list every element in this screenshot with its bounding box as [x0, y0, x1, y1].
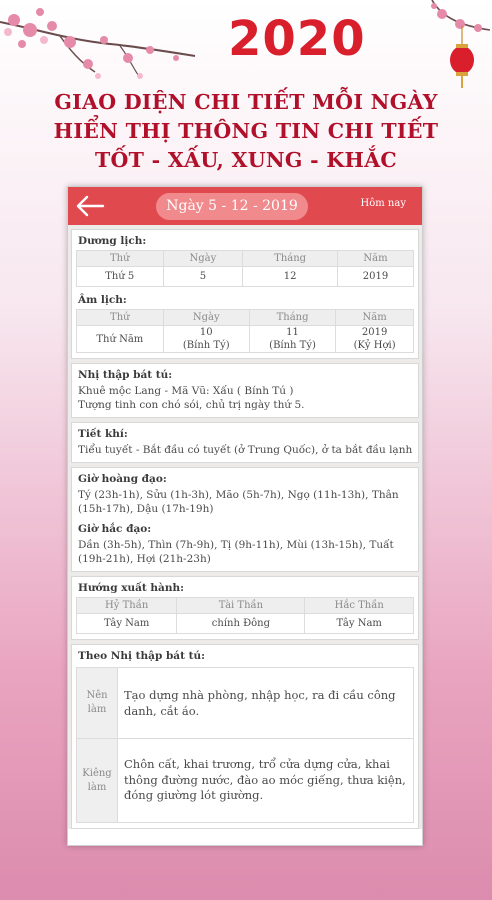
direction-header: Hỷ Thần	[77, 598, 177, 614]
lunar-year-canchi: (Kỷ Hợi)	[353, 340, 396, 351]
bad-hours-text: Dần (3h-5h), Thìn (7h-9h), Tị (9h-11h), Mùi (13h-15h), Tuất (19h-21h), Hợi (21h-23h)	[78, 539, 394, 565]
nhi-thap-bat-tu-desc: Tượng tinh con chó sói, chủ trị ngày thứ 5.	[78, 399, 305, 411]
lunar-header: Năm	[336, 310, 414, 326]
solar-weekday: Thứ 5	[77, 267, 164, 287]
solar-month: 12	[243, 267, 338, 287]
headline-line-1: GIAO DIỆN CHI TIẾT MỖI NGÀY	[54, 90, 438, 114]
tiet-khi-card	[71, 422, 419, 463]
should-do-label: Nên làm	[77, 668, 118, 738]
direction-table	[76, 597, 414, 634]
lunar-day-value: 10	[199, 327, 213, 338]
solar-day: 5	[163, 267, 243, 287]
direction-value: Tây Nam	[77, 614, 177, 634]
avoid-text: Chôn cất, khai trương, trổ cửa dựng cửa, khai thông đường nước, đào ao móc giếng, thưa kiện, đóng giường lót giường.	[124, 757, 406, 802]
should-do-text: Tạo dựng nhà phòng, nhập học, ra đi cầu công danh, cắt áo.	[124, 688, 396, 718]
tiet-khi-text: Tiểu tuyết - Bắt đầu có tuyết (ở Trung Quốc), ở ta bắt đầu lạnh	[78, 444, 413, 456]
direction-header: Tài Thần	[177, 598, 305, 614]
lunar-weekday-value: Thứ Năm	[96, 333, 144, 345]
calendar-card	[71, 229, 419, 359]
lunar-month	[249, 326, 335, 353]
lunar-year	[336, 326, 414, 353]
date-selector[interactable]: Ngày 5 - 12 - 2019	[156, 193, 308, 220]
should-do-row	[76, 667, 414, 739]
lantern-and-blossom-right	[412, 0, 492, 90]
nhi-thap-bat-tu-card	[71, 363, 419, 418]
today-button[interactable]: Hôm nay	[360, 198, 406, 209]
direction-value: chính Đông	[177, 614, 305, 634]
hours-card	[71, 467, 419, 572]
lunar-header: Ngày	[163, 310, 249, 326]
avoid-row	[76, 739, 414, 823]
direction-header: Hắc Thần	[305, 598, 414, 614]
direction-card	[71, 576, 419, 640]
lunar-header: Tháng	[249, 310, 335, 326]
solar-header: Tháng	[243, 251, 338, 267]
lunar-title: Âm lịch:	[78, 294, 127, 306]
guidance-card	[71, 644, 419, 829]
year-logo	[228, 12, 366, 66]
solar-title: Dương lịch:	[78, 235, 147, 247]
bad-hours-title: Giờ hắc đạo:	[78, 523, 152, 535]
lunar-month-canchi: (Bính Tý)	[269, 340, 316, 351]
year-text: 2020	[228, 11, 366, 67]
solar-year: 2019	[337, 267, 413, 287]
headline-line-3: TỐT - XẤU, XUNG - KHẮC	[94, 148, 398, 172]
lunar-header: Thứ	[77, 310, 164, 326]
good-hours-text: Tý (23h-1h), Sửu (1h-3h), Mão (5h-7h), Ngọ (11h-13h), Thân (15h-17h), Dậu (17h-19h)	[78, 489, 399, 515]
guidance-title: Theo Nhị thập bát tú:	[78, 650, 205, 662]
lunar-weekday	[77, 326, 164, 353]
solar-header: Ngày	[163, 251, 243, 267]
solar-header: Năm	[337, 251, 413, 267]
solar-table	[76, 250, 414, 287]
direction-title: Hướng xuất hành:	[78, 582, 184, 594]
back-arrow-icon[interactable]	[74, 192, 106, 220]
avoid-label: Kiêng làm	[77, 739, 118, 822]
headline-line-2: HIỂN THỊ THÔNG TIN CHI TIẾT	[53, 119, 439, 143]
lunar-month-value: 11	[286, 327, 299, 338]
lunar-day-canchi: (Bính Tý)	[182, 340, 230, 351]
lunar-year-value: 2019	[361, 327, 388, 338]
app-bar	[68, 187, 422, 225]
lunar-day	[163, 326, 249, 353]
tiet-khi-title: Tiết khí:	[78, 428, 128, 440]
lunar-table	[76, 309, 414, 353]
nhi-thap-bat-tu-title: Nhị thập bát tú:	[78, 369, 173, 381]
direction-value: Tây Nam	[305, 614, 414, 634]
cherry-blossom-branch-left	[0, 0, 200, 90]
day-detail-content	[68, 225, 422, 829]
solar-header: Thứ	[77, 251, 164, 267]
nhi-thap-bat-tu-star: Khuê mộc Lang - Mã Vũ: Xấu ( Bính Tú )	[78, 385, 294, 397]
poster-headline	[0, 88, 492, 175]
good-hours-title: Giờ hoàng đạo:	[78, 473, 167, 485]
phone-screen	[67, 186, 423, 846]
